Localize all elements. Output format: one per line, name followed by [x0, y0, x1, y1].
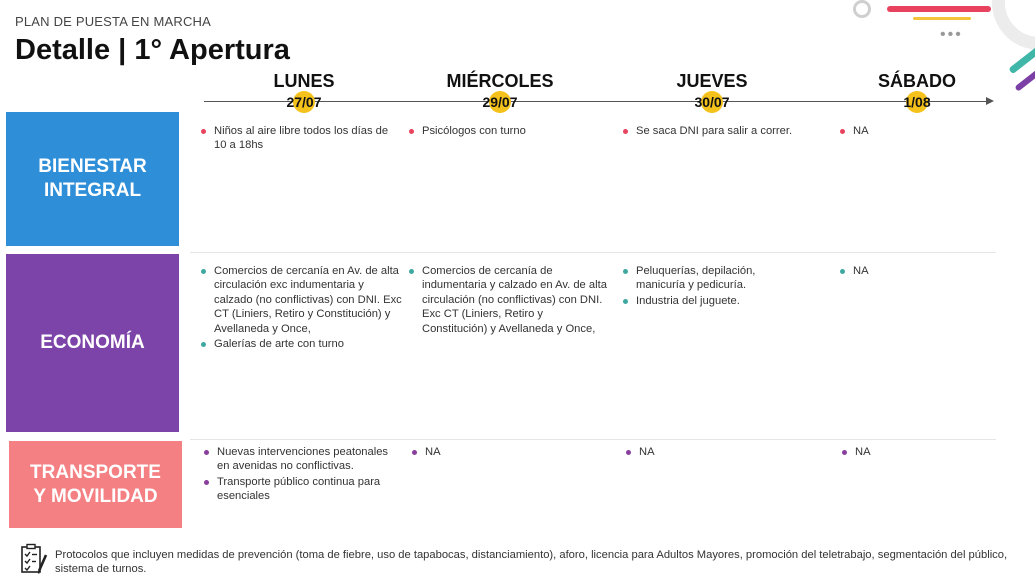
cell-transporte-lunes	[201, 445, 391, 505]
list-item: Comercios de cercanía de indumentaria y calzado en Av. de alta circulación (no conflictivas) con DNI. Exc CT (Liniers, Retiro y Constitución) y Avellaneda y Once,	[406, 264, 611, 336]
category-label-line2: Y MOVILIDAD	[33, 485, 158, 507]
cell-economia-sabado	[837, 264, 987, 279]
category-label-line1: TRANSPORTE	[30, 461, 161, 483]
cell-economia-miercoles	[406, 264, 611, 337]
list-item: Se saca DNI para salir a correr.	[620, 124, 825, 138]
timeline-day-sabado	[842, 71, 992, 113]
footer-protocols-text: Protocolos que incluyen medidas de prevención (toma de fiebre, uso de tapabocas, distanciamiento), aforo, licencia para Adultos Mayores, promoción del teletrabajo, segmentación del público, sistema de turnos.	[55, 549, 1008, 576]
decorative-arc	[992, 0, 1035, 50]
cell-economia-jueves	[620, 264, 800, 309]
timeline-day-miercoles	[425, 71, 575, 113]
row-divider	[190, 439, 996, 440]
list-item: Psicólogos con turno	[406, 124, 606, 138]
list-item: Nuevas intervenciones peatonales en avenidas no conflictivas.	[201, 445, 391, 474]
date-label: 1/08	[903, 94, 931, 110]
decorative-ring	[853, 0, 871, 18]
list-item: Niños al aire libre todos los días de 10 a 18hs	[198, 124, 398, 153]
cell-economia-lunes	[198, 264, 403, 352]
category-economia	[6, 254, 179, 432]
day-name: MIÉRCOLES	[446, 71, 554, 91]
cell-bienestar-lunes	[198, 124, 398, 154]
list-item: Comercios de cercanía en Av. de alta circulación exc indumentaria y calzado (no conflictivas) con DNI. Exc CT (Liniers, Retiro y Constitución) y Avellaneda y Once,	[198, 264, 403, 336]
day-date	[229, 91, 379, 113]
list-item: NA	[837, 264, 987, 278]
list-item: NA	[623, 445, 773, 459]
list-item: NA	[839, 445, 989, 459]
decorative-red-line	[887, 6, 991, 12]
day-name: LUNES	[273, 71, 335, 91]
cell-transporte-sabado	[839, 445, 989, 460]
category-label-line1: BIENESTAR	[38, 156, 147, 177]
list-item: NA	[837, 124, 987, 138]
list-item: Galerías de arte con turno	[198, 337, 403, 351]
row-divider	[190, 252, 996, 253]
list-item: Peluquerías, depilación, manicuría y pedicuría.	[620, 264, 800, 293]
date-label: 27/07	[286, 94, 322, 110]
list-item: Transporte público continua para esenciales	[201, 475, 391, 504]
list-item: Industria del juguete.	[620, 294, 800, 308]
day-name: JUEVES	[676, 71, 748, 91]
page-kicker: PLAN DE PUESTA EN MARCHA	[15, 14, 211, 29]
date-label: 29/07	[482, 94, 518, 110]
day-date	[842, 91, 992, 113]
category-transporte-movilidad	[9, 441, 182, 528]
list-item: NA	[409, 445, 559, 459]
page-title: Detalle | 1° Apertura	[15, 34, 290, 66]
cell-bienestar-jueves	[620, 124, 825, 139]
cell-transporte-miercoles	[409, 445, 559, 460]
day-date	[425, 91, 575, 113]
category-label-line2: INTEGRAL	[43, 180, 142, 201]
cell-transporte-jueves	[623, 445, 773, 460]
timeline-day-jueves	[637, 71, 787, 113]
day-name: SÁBADO	[877, 71, 956, 91]
timeline-day-lunes	[229, 71, 379, 113]
checklist-pencil-icon	[20, 543, 48, 575]
day-date	[637, 91, 787, 113]
category-label-line1: ECONOMÍA	[40, 332, 145, 353]
decorative-yellow-line	[913, 17, 971, 20]
category-bienestar-integral	[6, 112, 179, 246]
date-label: 30/07	[694, 94, 730, 110]
decorative-dots: •••	[940, 26, 963, 43]
cell-bienestar-sabado	[837, 124, 987, 139]
cell-bienestar-miercoles	[406, 124, 606, 139]
